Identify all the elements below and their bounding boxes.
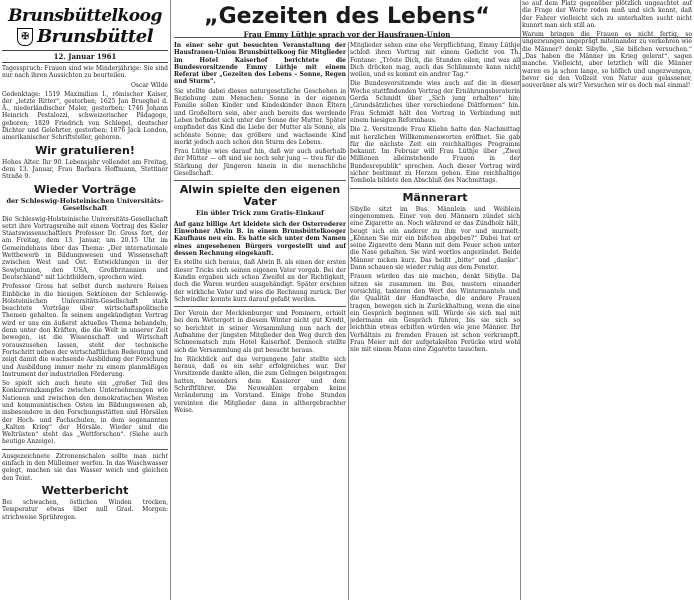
masthead-line-1: Brunsbüttelkoog — [8, 6, 162, 26]
crest-icon: ✠ — [17, 28, 33, 46]
zitronen-tip: Ausgezeichnete Zitronenschalen sollte man nicht einfach in den Mülleimer werfen. In das Waschwasser gelegt, machen sie das Wasser weich und gleichen den Teint. — [2, 452, 168, 482]
main-headline: „Gezeiten des Lebens“ — [204, 4, 490, 29]
subheading-vortraege: der Schleswig-Holsteinischen Universitäts-Gesellschaft — [6, 196, 164, 213]
gezeiten-lead: In einer sehr gut besuchten Veranstaltung der Hausfrauen-Union Brunsbüttelkoog für Mitglieder im Hotel Kaiserhof berichtete die Bundesvorsitzende Emmy Lüthje mit einem Referat über „Gezeiten des Lebens – Sonne, Regen und Sturm“. — [174, 42, 346, 86]
heading-vortraege: Wieder Vorträge — [33, 182, 137, 196]
issue-date: 12. Januar 1961 — [2, 50, 168, 63]
gezeiten-paragraph-1: Sie stellte dabei dieses naturgesetzliche Geschehen in Beziehung zum Menschen: Sonne in der eigenen Familie sollen Kinder und Kindeskinder ihnen Eltern und Großeltern sein, aber auch bereits das werdende Leben befindet sich unter der Sonne der Mutter. Später empfindet das Kind die Liebe der Mutter als Sonne, als schönste Sonne; das größere und wachsende Kind merkt jedoch auch schon den Sturm des Lebens. — [174, 87, 346, 146]
verein-paragraph-2: Im Rückblick auf das vergangene Jahr stellte sich heraus, daß es ein sehr erfolgreiches war. Der Vorsitzende dankte allen, die zum Gelingen beigetragen hatten, besonders dem Kassierer und dem Schriftführer. Die Neuwahlen ergaben keine Veränderung im Vorstand. Einige frohe Stunden vereinten die Mitglieder dann in althergebrachter Weise. — [174, 355, 346, 414]
main-headline-block — [174, 0, 520, 42]
heading-maennerart: Männerart — [402, 190, 468, 204]
divider — [174, 180, 346, 181]
gezeiten-paragraph-5: Die 2. Vorsitzende Frau Kliehn hatte den Nachmittag mit herzlichen Willkommensworten eröffnet. Sie gab für die nächste Zeit ein reichhaltiges Programm bekannt. Im Februar will Frau Lüthje über „Zwei Millionen alleinstehende Frauen in der Bundesrepublik“ sprechen. Auch dieser Vortrag wird sicher bestimmt zu Herzen gehen. Eine reichhaltige Tombola bildete den Abschluß des Nachmittags. — [350, 126, 520, 185]
divider — [174, 306, 346, 307]
alwin-paragraph-1: Es stellte sich heraus, daß Alwin B. als einen der ersten dieser Tricks sich seinen eigenen Vater vorgab. Bei der Kundin ergaben sich schon Zweifel an der Richtigkeit, doch die Waren wurden ausgehändigt. Später erschien der wirkliche Vater und wies die Rechnung zurück. Der Schwindler konnte kurz darauf gefaßt werden. — [174, 259, 346, 303]
masthead-line-2 — [2, 26, 168, 48]
masthead-line-2-text: Brunsbüttel — [36, 26, 154, 47]
verein-paragraph-1: Der Verein der Mecklenburger und Pommern, erhielt bei dem Wettergott in diesem Winter nicht gut Kredit, so berichtet in seiner Versammlung nun nach der Aufnahme der jüngsten Mitglieder den Weg durch den Schneematsch zum Hotel Kaiserhof. Dennoch stellte sich die Versammlung als gut besucht heraus. — [174, 310, 346, 354]
divider — [2, 449, 168, 450]
column-rule — [348, 42, 349, 600]
gezeiten-paragraph-2: Frau Lüthje wies darauf hin, daß wir auch außerhalb der Mütter — oft sind sie noch sehr jung — treu für die Stärkung der Jüngeren hinein in die menschliche Gesellschaft. — [174, 148, 346, 178]
column-article-2 — [174, 42, 346, 600]
column-article-3 — [350, 42, 520, 600]
column-article-4 — [522, 0, 692, 600]
heading-alwin: Alwin spielte den eigenen Vater — [179, 183, 341, 209]
vortraege-paragraph-2: Professor Gross hat selbst durch mehrere Reisen Einblicke in die hiesigen Sektionen der Schleswig-Holsteinischen Universitäts-Gesellschaft stark beachtete Vorträge über wirtschaftspolitische Themen gehalten. In seinem angekündigten Vortrag wird er uns ein äußerst aktuelles Thema behandeln, denn unter den Kräften, die die Welt in unserer Zeit bewegen, ist die Wissenschaft und Wirtschaft vorauszusehen lassen, steht der technische Fortschritt neben der wirtschaftlichen Bedeutung und zeigt damit die wachsende Ausbildung der Forschung und Ausbildung immer mehr zu einem planmäßigen Instrument der industriellen Förderung. — [2, 283, 168, 378]
main-subheadline: Frau Emmy Lüthje sprach vor der Hausfrauen-Union — [243, 30, 451, 39]
subheading-alwin: Ein übler Trick zum Gratis-Einkauf — [196, 209, 324, 218]
vortraege-paragraph-3: So spielt sich auch heute ein „großer Teil des Konkurrenzkampfes zwischen Unternehmungen wie Nationen und zwischen den demokratischen Westen und kommunistischen Osten im Bildungswesen ab, insbesondere in den Forschungsstätten und Hörsälen der Hoch- und Fachschulen, in dem sogenannten „Kalten Krieg“ der Hörsäle. Wieder sind die Weltrüsten“ steht das „Wettforschen“. (Siehe auch heutige Anzeige). — [2, 380, 168, 446]
tagesspruch-author: Oscar Wilde — [130, 81, 168, 89]
divider — [350, 188, 520, 189]
gezeiten-paragraph-3: Mitglieder sehen eine ehe Verpflichtung, Emmy Lüthje schloß ihren Vortrag mit einem Gedicht von Th. Fontane: „Tröste Dich, die Stunden eilen, und was all Dich drücken mag, auch das Schlimmste kann nicht weilen, und es kommt ein andrer Tag.“ — [350, 42, 520, 79]
heading-gratulation: Wir gratulieren! — [35, 143, 135, 157]
wetterbericht-text: Bei schwachen, östlichen Winden trocken, Temperatur etwas über null Grad. Morgen: strichweise Sprühregen. — [2, 498, 168, 521]
gedenktage: Gedenktage: 1519 Maximilian I., römischer Kaiser, der „letzte Ritter“, gestorben; 1625 Jan Brueghel d. Ä., niederländischer Maler, gestorben; 1746 Johann Heinrich Pestalozzi, schweizerischer Pädagoge, geboren; 1829 Friedrich von Schlegel, deutscher Dichter und Gelehrter, gestorben; 1876 Jack London, amerikanischer Schriftsteller, geboren. — [2, 90, 168, 142]
column-rule — [170, 0, 171, 600]
maennerart-paragraph-4: Warum bringen die Frauen es nicht fertig, so ungezwungen ungeprägt miteinander zu verkehren wie die Männer? denkt Sibylle. „Sie bißchen versuchen.“ „Das haben die Männer im Krieg gelernt“, sagen manche. Vielleicht, aber letztlich will die Männer waren es ja schon lange, so höflich und ungezwungen, bevor sie den Vollzeit von Natur aus gelassener, souveräner als wir? Versuchen wir es doch mal einmal! — [522, 31, 692, 90]
maennerart-paragraph-3: so auf dem Platz gegenüber plötzlich ungeachtet auf die Frage der Worte reden muß und sich kennt, daß der Fahrer vielleicht sich zu unterhalten sucht nicht kunnrt man sich still an. — [522, 0, 692, 29]
maennerart-paragraph-2: Frauen würden das nie machen, denkt Sibylle. Da sitzen sie zusammen im Bus, mustern einander vorsichtig, taxieren den Wert des Wintermantels und die Qualität der Handtasche, die andere Frauen tragen, bewegen sich in Zurückhaltung, wenn die eine ein Gespräch beginnen will. Würde sie sich mal mit jedermann ein Gespräch führen, bis sie sich so leichthin etwas erbitten würden wie jene Männer. Ihr Verhältnis zu fremden Frauen ist schon verkrampft. Frau Meier mit der aufgetakelten Perücke wird wohl nie mit einem Mann eine Zigarette tauschen. — [350, 273, 520, 354]
heading-wetterbericht: Wetterbericht — [41, 483, 129, 497]
gratulation-text: Hohes Alter. Ihr 90. Lebensjahr vollendet am Freitag, dem 13. Januar, Frau Barbara Hoffmann, Stettiner Straße 9. — [2, 158, 168, 181]
column-rule — [520, 0, 521, 600]
vortraege-paragraph-1: Die Schleswig-Holsteinische Universitäts-Gesellschaft setzt ihre Vortragsreihe mit einem Vortrag des Kieler Staatswissenschaftlers Professor Dr. Gross fort, der am Freitag, dem 13. Januar, um 20.15 Uhr im Gemeindehaus über das Thema: „Der internationale Wettbewerb in Bildungswesen und Wissenschaft zwischen West und Ost. Entwicklungen in der Sowjetunion, den USA, Großbritannien und Deutschland“ mit Lichtbildern, sprechen wird. — [2, 215, 168, 281]
maennerart-paragraph-1: Sibylle sitzt im Bus. Männlein und Weiblein eingenommen. Einer von den Männern zündet sich eine Zigarette an. Noch während er das Zündholz hält, beugt sich ein anderer zu ihm vor und murmelt: „Können Sie mir ein bißchen abgeben?“ Dabei hat er seine Zigarette dem Mann mit dem Feuer schon unter die Nase gehalten. Sie wird wortlos angezündet. Beide Männer nicken kurz. Das heißt „bitte“ und „danke“. Dann schauen sie wieder ruhig aus dem Fenster. — [350, 205, 520, 272]
tagesspruch: Tagesspruch: Frauen sind wie Minderjährige: Sie sind nur nach ihren Aussichten zu beurteilen. — [2, 65, 168, 80]
column-local-news — [2, 0, 168, 600]
alwin-lead: Auf ganz billige Art kleidete sich der Osterroderer Einwohner Alwin B. in einem Brunsbüttelkooger Kaufhaus neu ein. Es hatte sich unter dem Namen eines angesehenen Bürgers vorgestellt und auf dessen Rechnung eingekauft. — [174, 220, 346, 258]
gezeiten-paragraph-4: Die Bundesvorsitzende wies auch auf die in dieser Woche stattfindenden Vortrag der Ernährungsberaterin Gerda Schmidt über „Sich jung erhalten“ hin; „Grundsätzliches über verschiedene Diätformen“ hin. Frau Schmidt hält den Vortrag in Verbindung mit einem hiesigen Reformhaus. — [350, 80, 520, 124]
